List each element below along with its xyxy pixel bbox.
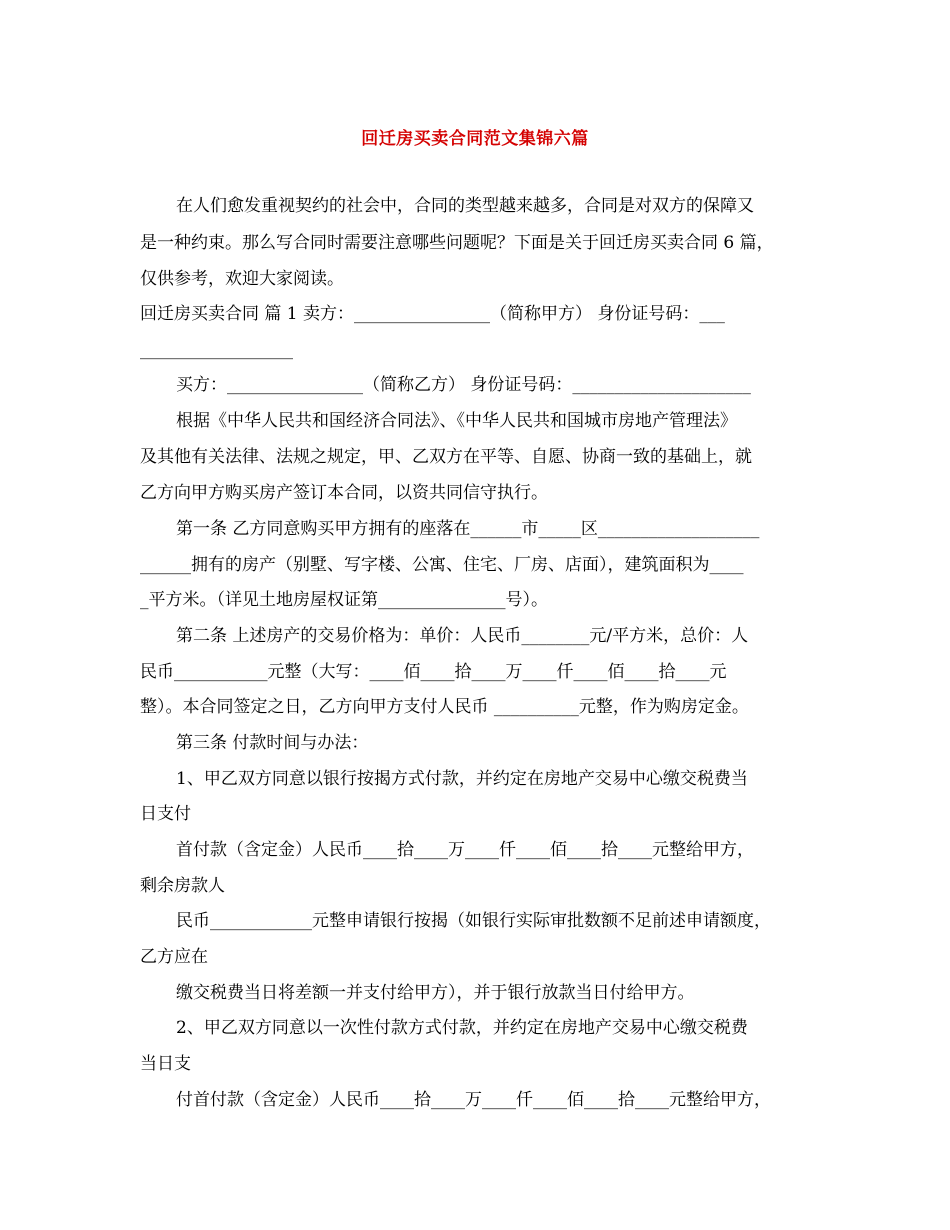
payment-2-line-2: 当日支 <box>140 1054 191 1074</box>
document-title: 回迁房买卖合同范文集锦六篇 <box>361 129 589 149</box>
payment-1-line-5: 民币____________元整申请银行按揭（如银行实际审批数额不足前述申请额度， <box>176 911 771 931</box>
payment-1-line-3: 首付款（含定金）人民币____拾____万____仟____佰____拾____元整给甲方， <box>176 840 754 860</box>
payment-1-line-4: 剩余房款人 <box>140 876 225 896</box>
article-1-line-1: 第一条 乙方同意购买甲方拥有的座落在______市_____区___________________ <box>176 519 760 539</box>
intro-line-3: 仅供参考，欢迎大家阅读。 <box>140 269 344 289</box>
payment-1-line-2: 日支付 <box>140 804 191 824</box>
intro-line-2: 是一种约束。那么写合同时需要注意哪些问题呢？下面是关于回迁房买卖合同 6 篇， <box>140 233 774 253</box>
intro-line-1: 在人们愈发重视契约的社会中，合同的类型越来越多，合同是对双方的保障又 <box>176 196 754 216</box>
article-2-line-2: 民币___________元整（大写：____佰____拾____万____仟____佰____拾____元 <box>140 662 727 682</box>
seller-id-continuation: __________________ <box>140 340 293 360</box>
article-2-line-3: 整）。本合同签定之日，乙方向甲方支付人民币 __________元整，作为购房定金。 <box>140 697 749 717</box>
payment-2-line-1: 2、甲乙双方同意以一次性付款方式付款，并约定在房地产交易中心缴交税费 <box>176 1018 748 1038</box>
payment-1-line-1: 1、甲乙双方同意以银行按揭方式付款，并约定在房地产交易中心缴交税费当 <box>176 769 748 789</box>
article-1-line-3: _平方米。（详见土地房屋权证第_______________号）。 <box>140 590 548 610</box>
basis-line-3: 乙方向甲方购买房产签订本合同，以资共同信守执行。 <box>140 483 548 503</box>
seller-line: 回迁房买卖合同 篇 1 卖方：________________（简称甲方） 身份证号码：___ <box>140 304 725 324</box>
basis-line-2: 及其他有关法律、法规之规定，甲、乙双方在平等、自愿、协商一致的基础上，就 <box>140 447 752 467</box>
payment-1-line-7: 缴交税费当日将差额一并支付给甲方），并于银行放款当日付给甲方。 <box>176 983 695 1003</box>
payment-1-line-6: 乙方应在 <box>140 947 208 967</box>
article-3-heading: 第三条 付款时间与办法： <box>176 733 369 753</box>
article-2-line-1: 第二条 上述房产的交易价格为：单价：人民币________元/平方米，总价：人 <box>176 626 749 646</box>
payment-2-line-3: 付首付款（含定金）人民币____拾____万____仟____佰____拾____元整给甲方， <box>176 1090 771 1110</box>
buyer-line: 买方：________________（简称乙方） 身份证号码：_____________________ <box>176 375 751 395</box>
basis-line-1: 根据《中华人民共和国经济合同法》、《中华人民共和国城市房地产管理法》 <box>176 411 737 431</box>
article-1-line-2: ______拥有的房产（别墅、写字楼、公寓、住宅、厂房、店面），建筑面积为____ <box>140 555 744 575</box>
